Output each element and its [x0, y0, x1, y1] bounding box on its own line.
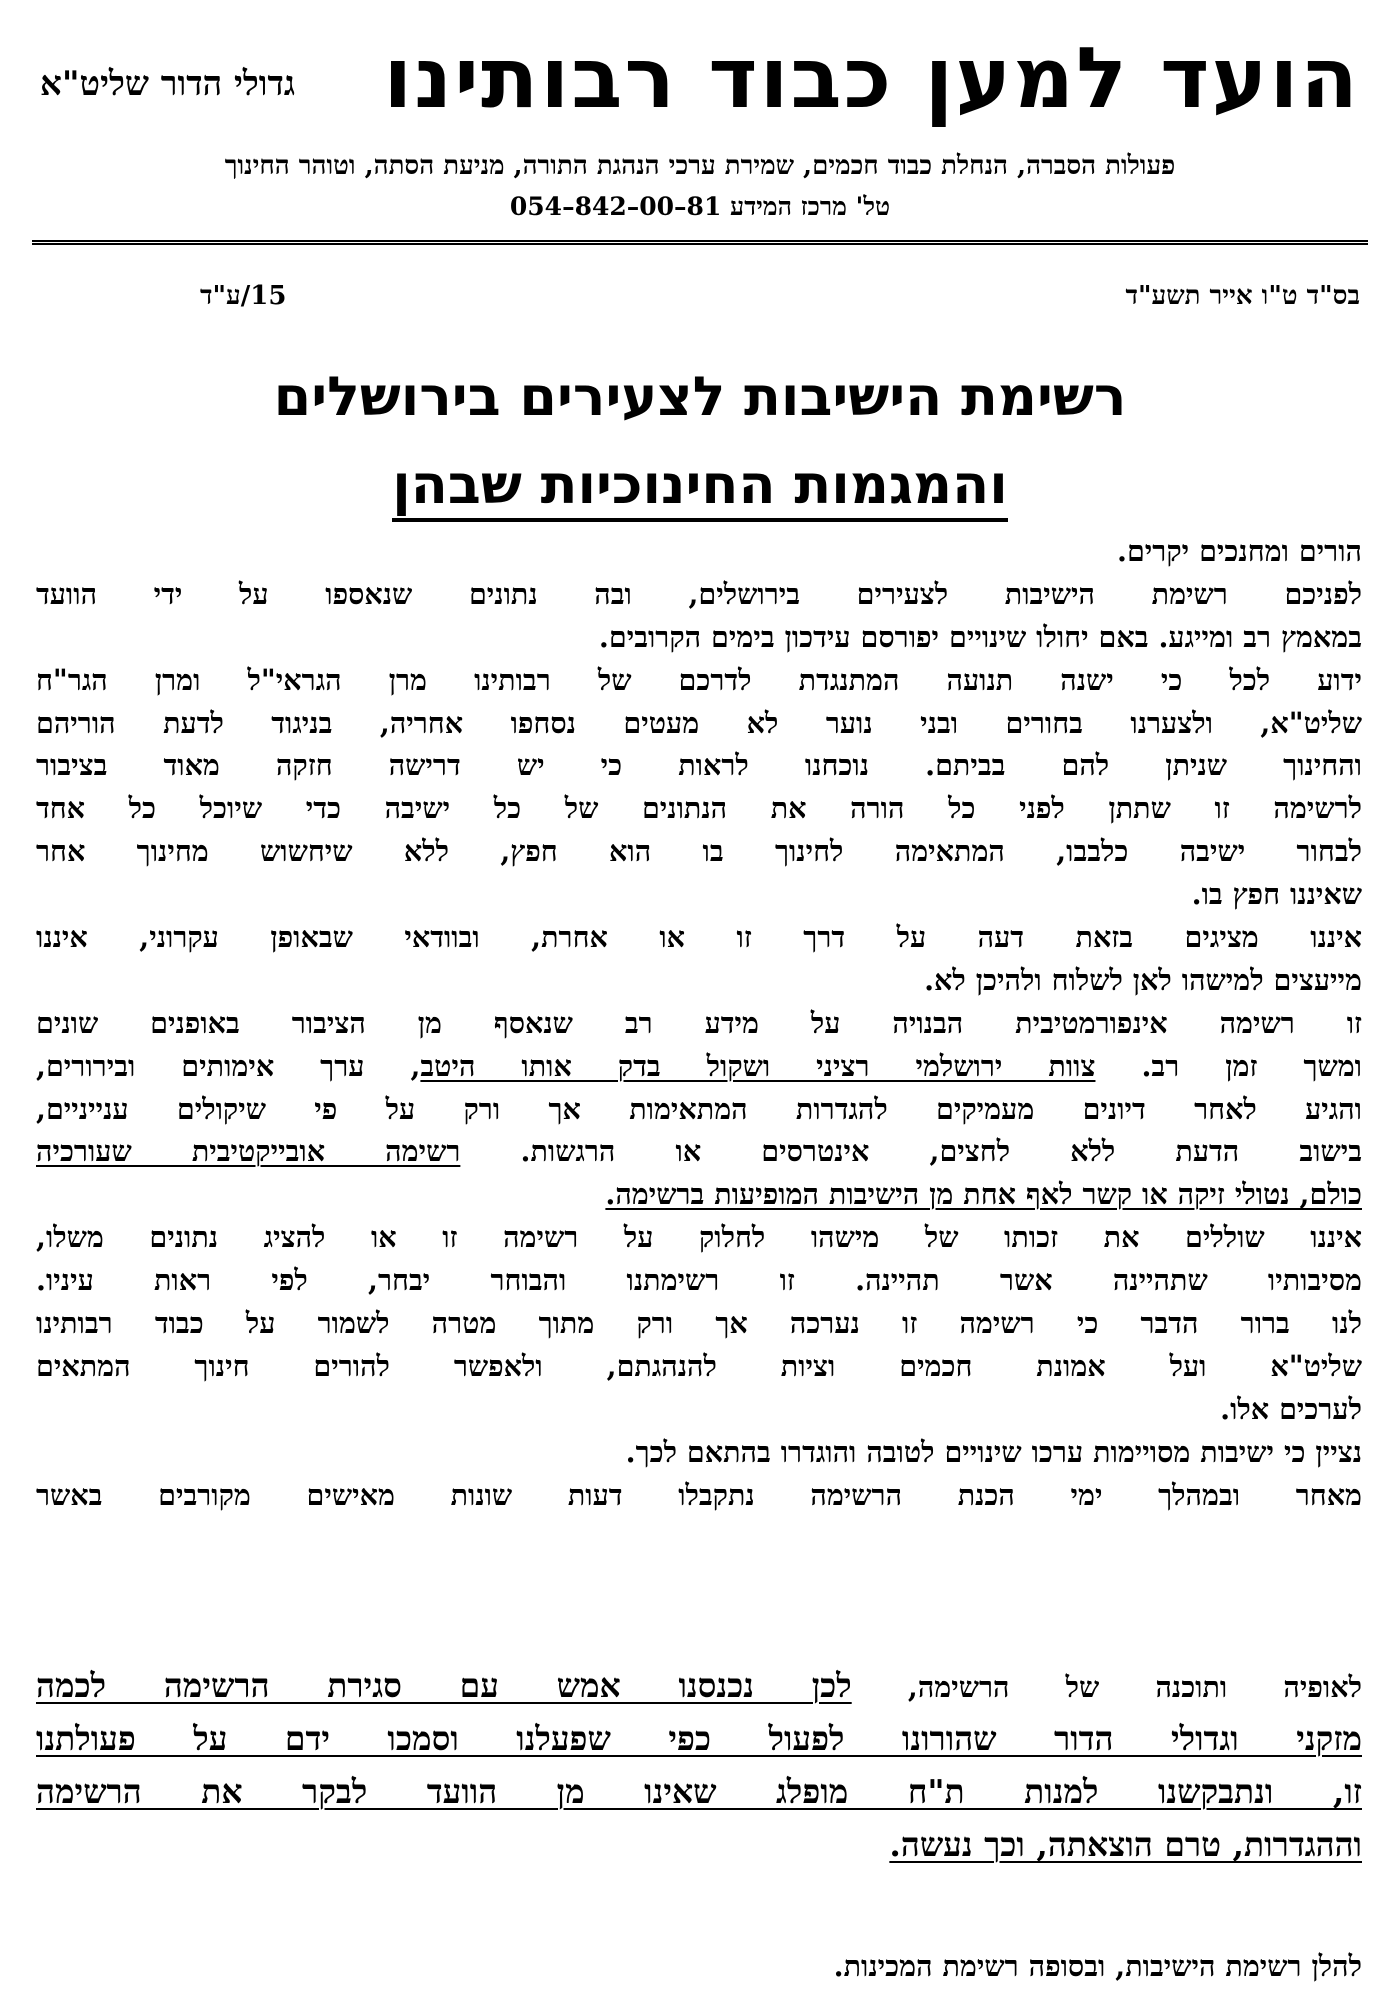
body-line: במאמץ רב ומייגע. באם יחולו שינויים יפורסם עידכון בימים הקרובים. [598, 619, 1362, 654]
body-line: איננו מציגים בזאת דעה על דרך זו או אחרת, ובוודאי שבאופן עקרוני, איננו [36, 920, 1362, 955]
body-line-mixed [36, 1045, 1362, 1088]
organization-name: הועד למען כבוד רבותינו [383, 29, 1360, 127]
body-line: איננו שוללים את זכותו של מישהו לחלוק על רשימה זו או להציג נתונים משלו, [36, 1220, 1362, 1255]
closing-line: להלן רשימת הישיבות, ובסופה רשימת המכינות. [833, 1949, 1362, 1983]
body-line [36, 1173, 1362, 1216]
body-line: לפניכם רשימת הישיבות לצעירים בירושלים, ובה נתונים שנאספו על ידי הוועד [36, 576, 1362, 611]
body-line: והחינוך שניתן להם בביתם. נוכחנו לראות כי יש דרישה חזקה מאוד בציבור [36, 748, 1362, 783]
document-subtitle [40, 450, 1360, 520]
body-line: שליט"א ועל אמונת חכמים וציות להנהגתם, ולאפשר להורים חינוך המתאים [36, 1348, 1362, 1383]
body-fragment: , ערך אימותים ובירורים, [36, 1048, 421, 1083]
underlined-fragment: וההגדרות, טרם הוצאתה, וכך נעשה. [889, 1825, 1362, 1864]
document-reference: 15/ע"ד [200, 281, 287, 311]
body-line: לנו ברור הדבר כי רשימה זו נערכה אך ורק מתוך מטרה לשמור על כבוד רבותינו [36, 1306, 1362, 1341]
body-line: לערכים אלו. [1220, 1391, 1362, 1426]
body-line: זו רשימה אינפורמטיבית הבנויה על מידע רב שנאסף מן הציבור באופנים שונים [36, 1005, 1362, 1040]
body-line: שליט"א, ולצערנו בחורים ובני נוער לא מעטים נסחפו אחריה, בניגוד לדעת הוריהם [36, 705, 1362, 740]
body-fragment: לאופיה ותוכנה של הרשימה, [907, 1670, 1362, 1704]
header-divider [32, 240, 1368, 245]
body-fragment: ומשך זמן רב. [1141, 1048, 1362, 1083]
body-line-mixed [36, 1659, 1362, 1712]
body-line: נציין כי ישיבות מסויימות ערכו שינויים לטובה והוגדרו בהתאם לכך. [625, 1434, 1362, 1469]
document-title: רשימת הישיבות לצעירים בירושלים [273, 365, 1127, 428]
document-body [36, 530, 1362, 1516]
emphasized-paragraph [36, 1659, 1362, 1871]
body-line: והגיע לאחר דיונים מעמיקים להגדרות המתאימות אך ורק על פי שיקולים ענייניים, [36, 1091, 1362, 1126]
underlined-fragment: זו, ונתבקשנו למנות ת"ח מופלג שאינו מן הוועד לבקר את הרשימה [36, 1772, 1362, 1811]
underlined-fragment: מזקני וגדולי הדור שהורונו לפעול כפי שפעלנו וסמכו ידם על פעולתנו [36, 1719, 1362, 1758]
body-line: הורים ומחנכים יקרים. [1116, 534, 1362, 568]
contact-phone: טל' מרכז המידע 81–00–842–054 [509, 192, 891, 221]
body-line: מאחר ובמהלך ימי הכנת הרשימה נתקבלו דעות שונות מאישים מקורבים באשר [36, 1477, 1362, 1512]
document-date: בס"ד ט"ו אייר תשע"ד [1125, 281, 1360, 311]
underlined-fragment: רשימה אובייקטיבית שעורכיה [36, 1134, 461, 1169]
organization-activities: פעולות הסברה, הנחלת כבוד חכמים, שמירת ערכי הנהגת התורה, מניעת הסתה, וטוהר החינוך [224, 151, 1176, 181]
body-line [36, 1712, 1362, 1765]
body-line: מסיבותיו שתהיינה אשר תהיינה. זו רשימתנו והבוחר יבחר, לפי ראות עיניו. [36, 1263, 1362, 1298]
organization-tagline: גדולי הדור שליט"א [40, 64, 296, 104]
body-line: ידוע לכל כי ישנה תנועה המתנגדת לדרכם של רבותינו מרן הגראי"ל ומרן הגר"ח [36, 662, 1362, 697]
body-line: מייעצים למישהו לאן לשלוח ולהיכן לא. [924, 962, 1362, 997]
body-line [36, 1818, 1362, 1871]
body-line: לרשימה זו שתתן לפני כל הורה את הנתונים של כל ישיבה כדי שיוכל כל אחד [36, 791, 1362, 826]
body-line [36, 1765, 1362, 1818]
underlined-fragment: צוות ירושלמי רציני ושקול בדק אותו היטב [420, 1048, 1096, 1083]
body-line-mixed [36, 1130, 1362, 1173]
document-subtitle-text: והמגמות החינוכיות שבהן [392, 453, 1007, 522]
body-line: לבחור ישיבה כלבבו, המתאימה לחינוך בו הוא חפץ, ללא שיחשוש מחינוך אחר [36, 834, 1362, 869]
body-fragment: בישוב הדעת ללא לחצים, אינטרסים או הרגשות. [520, 1134, 1362, 1169]
underlined-fragment: כולם, נטולי זיקה או קשר לאף אחת מן הישיבות המופיעות ברשימה. [605, 1177, 1362, 1212]
underlined-fragment: לכן נכנסנו אמש עם סגירת הרשימה לכמה [36, 1666, 852, 1705]
body-line: שאיננו חפץ בו. [1191, 877, 1362, 912]
letterhead [40, 28, 1360, 128]
